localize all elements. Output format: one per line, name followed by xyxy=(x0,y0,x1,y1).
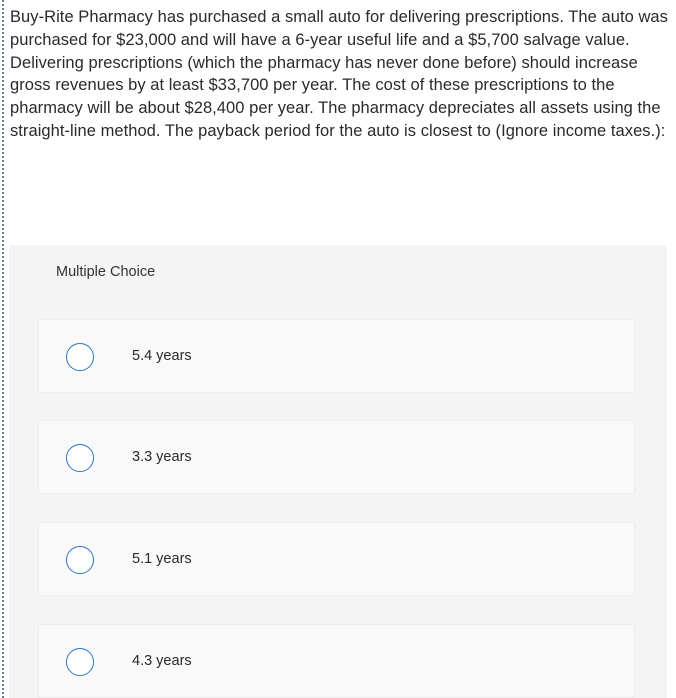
choice-label: 3.3 years xyxy=(132,449,192,465)
choice-label: 5.4 years xyxy=(132,348,192,364)
radio-button-icon[interactable] xyxy=(66,444,94,472)
choice-label: 5.1 years xyxy=(132,551,192,567)
choice-option-1[interactable] xyxy=(38,319,635,393)
choice-option-4[interactable] xyxy=(38,624,635,698)
multiple-choice-header: Multiple Choice xyxy=(56,264,156,280)
multiple-choice-section xyxy=(9,245,667,698)
radio-button-icon[interactable] xyxy=(66,343,94,371)
choice-option-3[interactable] xyxy=(38,522,635,596)
radio-button-icon[interactable] xyxy=(66,546,94,574)
question-text: Buy-Rite Pharmacy has purchased a small auto for delivering prescriptions. The auto was purchased for $23,000 and will have a 6-year useful life and a $5,700 salvage value. Delivering prescriptions (which the pharmacy has never done before) should increase gross revenues by at least $33,700 per year. The cost of these prescriptions to the pharmacy will be about $28,400 per year. The pharmacy depreciates all assets using the straight-line method. The payback period for the auto is closest to (Ignore income taxes.): xyxy=(10,8,668,140)
focus-dotted-border xyxy=(2,0,4,698)
choice-option-2[interactable] xyxy=(38,420,635,494)
radio-button-icon[interactable] xyxy=(66,648,94,676)
choice-label: 4.3 years xyxy=(132,653,192,669)
